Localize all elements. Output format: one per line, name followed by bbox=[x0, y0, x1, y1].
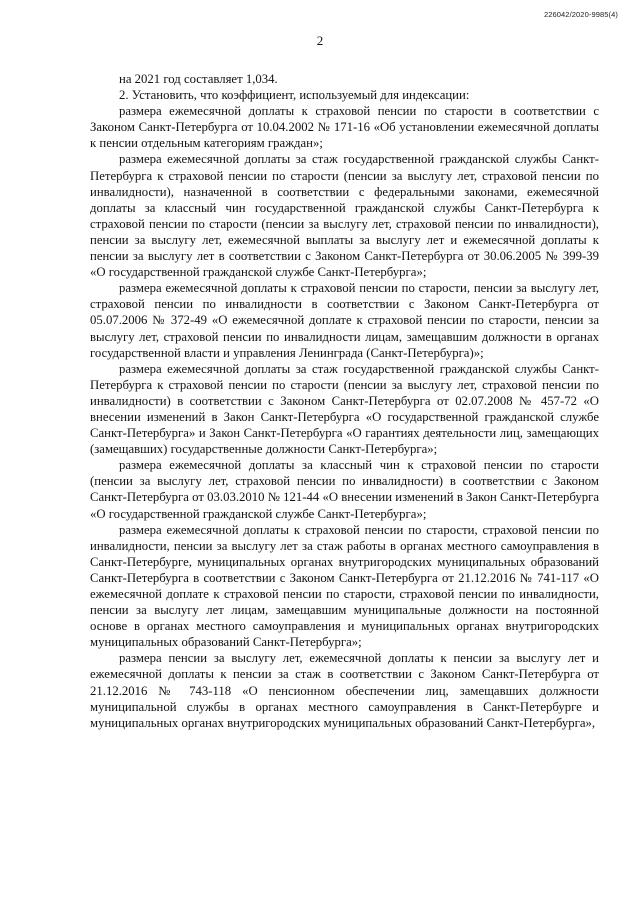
paragraph-continuation: на 2021 год составляет 1,034. bbox=[119, 72, 278, 86]
paragraph: размера ежемесячной доплаты за стаж государственной гражданской службы Санкт-Петербурга к страховой пенсии по старости (пенсии за выслугу лет, страховой пенсии по инвалидности) в соответствии с Законом Санкт-Петербурга от 02.07.2008 № 457-72 «О внесении изменений в Закон Санкт-Петербурга «О государственной гражданской службе Санкт-Петербурга» и Закон Санкт-Петербурга «О гарантиях деятельности лиц, замещающих (замещавших) государственные должности Санкт-Петербурга»; bbox=[90, 361, 599, 457]
paragraph: размера ежемесячной доплаты к страховой пенсии по старости, пенсии за выслугу лет, страховой пенсии по инвалидности в соответствии с Законом Санкт-Петербурга от 05.07.2006 № 372-49 «О ежемесячной доплате к страховой пенсии по старости, пенсии за выслугу лет, страховой пенсии по инвалидности лицам, замещавшим должности в органах государственной власти и управления Ленинграда (Санкт-Петербурга)»; bbox=[90, 281, 599, 360]
paragraph: размера ежемесячной доплаты за стаж государственной гражданской службы Санкт-Петербурга к страховой пенсии по старости (пенсии за выслугу лет, страховой пенсии по инвалидности), назначенной в соответствии с федеральными законами, ежемесячной доплаты за классный чин государственной гражданской службы Санкт-Петербурга к страховой пенсии по старости (пенсии за выслугу лет, страховой пенсии по инвалидности), пенсии за выслугу лет, ежемесячной выплаты за выслугу лет и ежемесячной доплаты к пенсии за выслугу лет в соответствии с Законом Санкт-Петербурга от 30.06.2005 № 399-39 «О государственной гражданской службе Санкт-Петербурга»; bbox=[90, 152, 599, 280]
paragraph: размера ежемесячной доплаты к страховой пенсии по старости, страховой пенсии по инвалидности, пенсии за выслугу лет за стаж работы в органах местного самоуправления в Санкт-Петербурге, муниципальных органах внутригородских муниципальных образований Санкт-Петербурга в соответствии с Законом Санкт-Петербурга от 21.12.2016 № 741-117 «О ежемесячной доплате к страховой пенсии по старости, страховой пенсии по инвалидности, пенсии за выслугу лет лицам, замещавшим муниципальные должности на постоянной основе в органах местного самоуправления и муниципальных органах внутригородских муниципальных образований Санкт-Петербурга»; bbox=[90, 522, 599, 650]
paragraph: размера ежемесячной доплаты за классный чин к страховой пенсии по старости (пенсии за выслугу лет, страховой пенсии по инвалидности) в соответствии с Законом Санкт-Петербурга от 03.03.2010 № 121-44 «О внесении изменений в Закон Санкт-Петербурга «О государственной гражданской службе Санкт-Петербурга»; bbox=[90, 458, 599, 521]
paragraph: размера ежемесячной доплаты к страховой пенсии по старости в соответствии с Законом Санкт-Петербурга от 10.04.2002 № 171-16 «Об установлении ежемесячной доплаты к пенсии отдельным категориям граждан»; bbox=[90, 104, 599, 151]
paragraph: размера пенсии за выслугу лет, ежемесячной доплаты к пенсии за выслугу лет и ежемесячной доплаты к пенсии за стаж в соответствии с Законом Санкт-Петербурга от 21.12.2016 № 743-118 «О пенсионном обеспечении лиц, замещавших должности муниципальной службы в органах местного самоуправления в Санкт-Петербурге и муниципальных органах внутригородских муниципальных образований Санкт-Петербурга», bbox=[90, 651, 599, 730]
page-number: 2 bbox=[316, 33, 324, 48]
document-id: 226042/2020-9985(4) bbox=[543, 10, 618, 19]
paragraph-item-2: 2. Установить, что коэффициент, используемый для индексации: bbox=[119, 88, 470, 103]
document-body bbox=[90, 71, 599, 731]
